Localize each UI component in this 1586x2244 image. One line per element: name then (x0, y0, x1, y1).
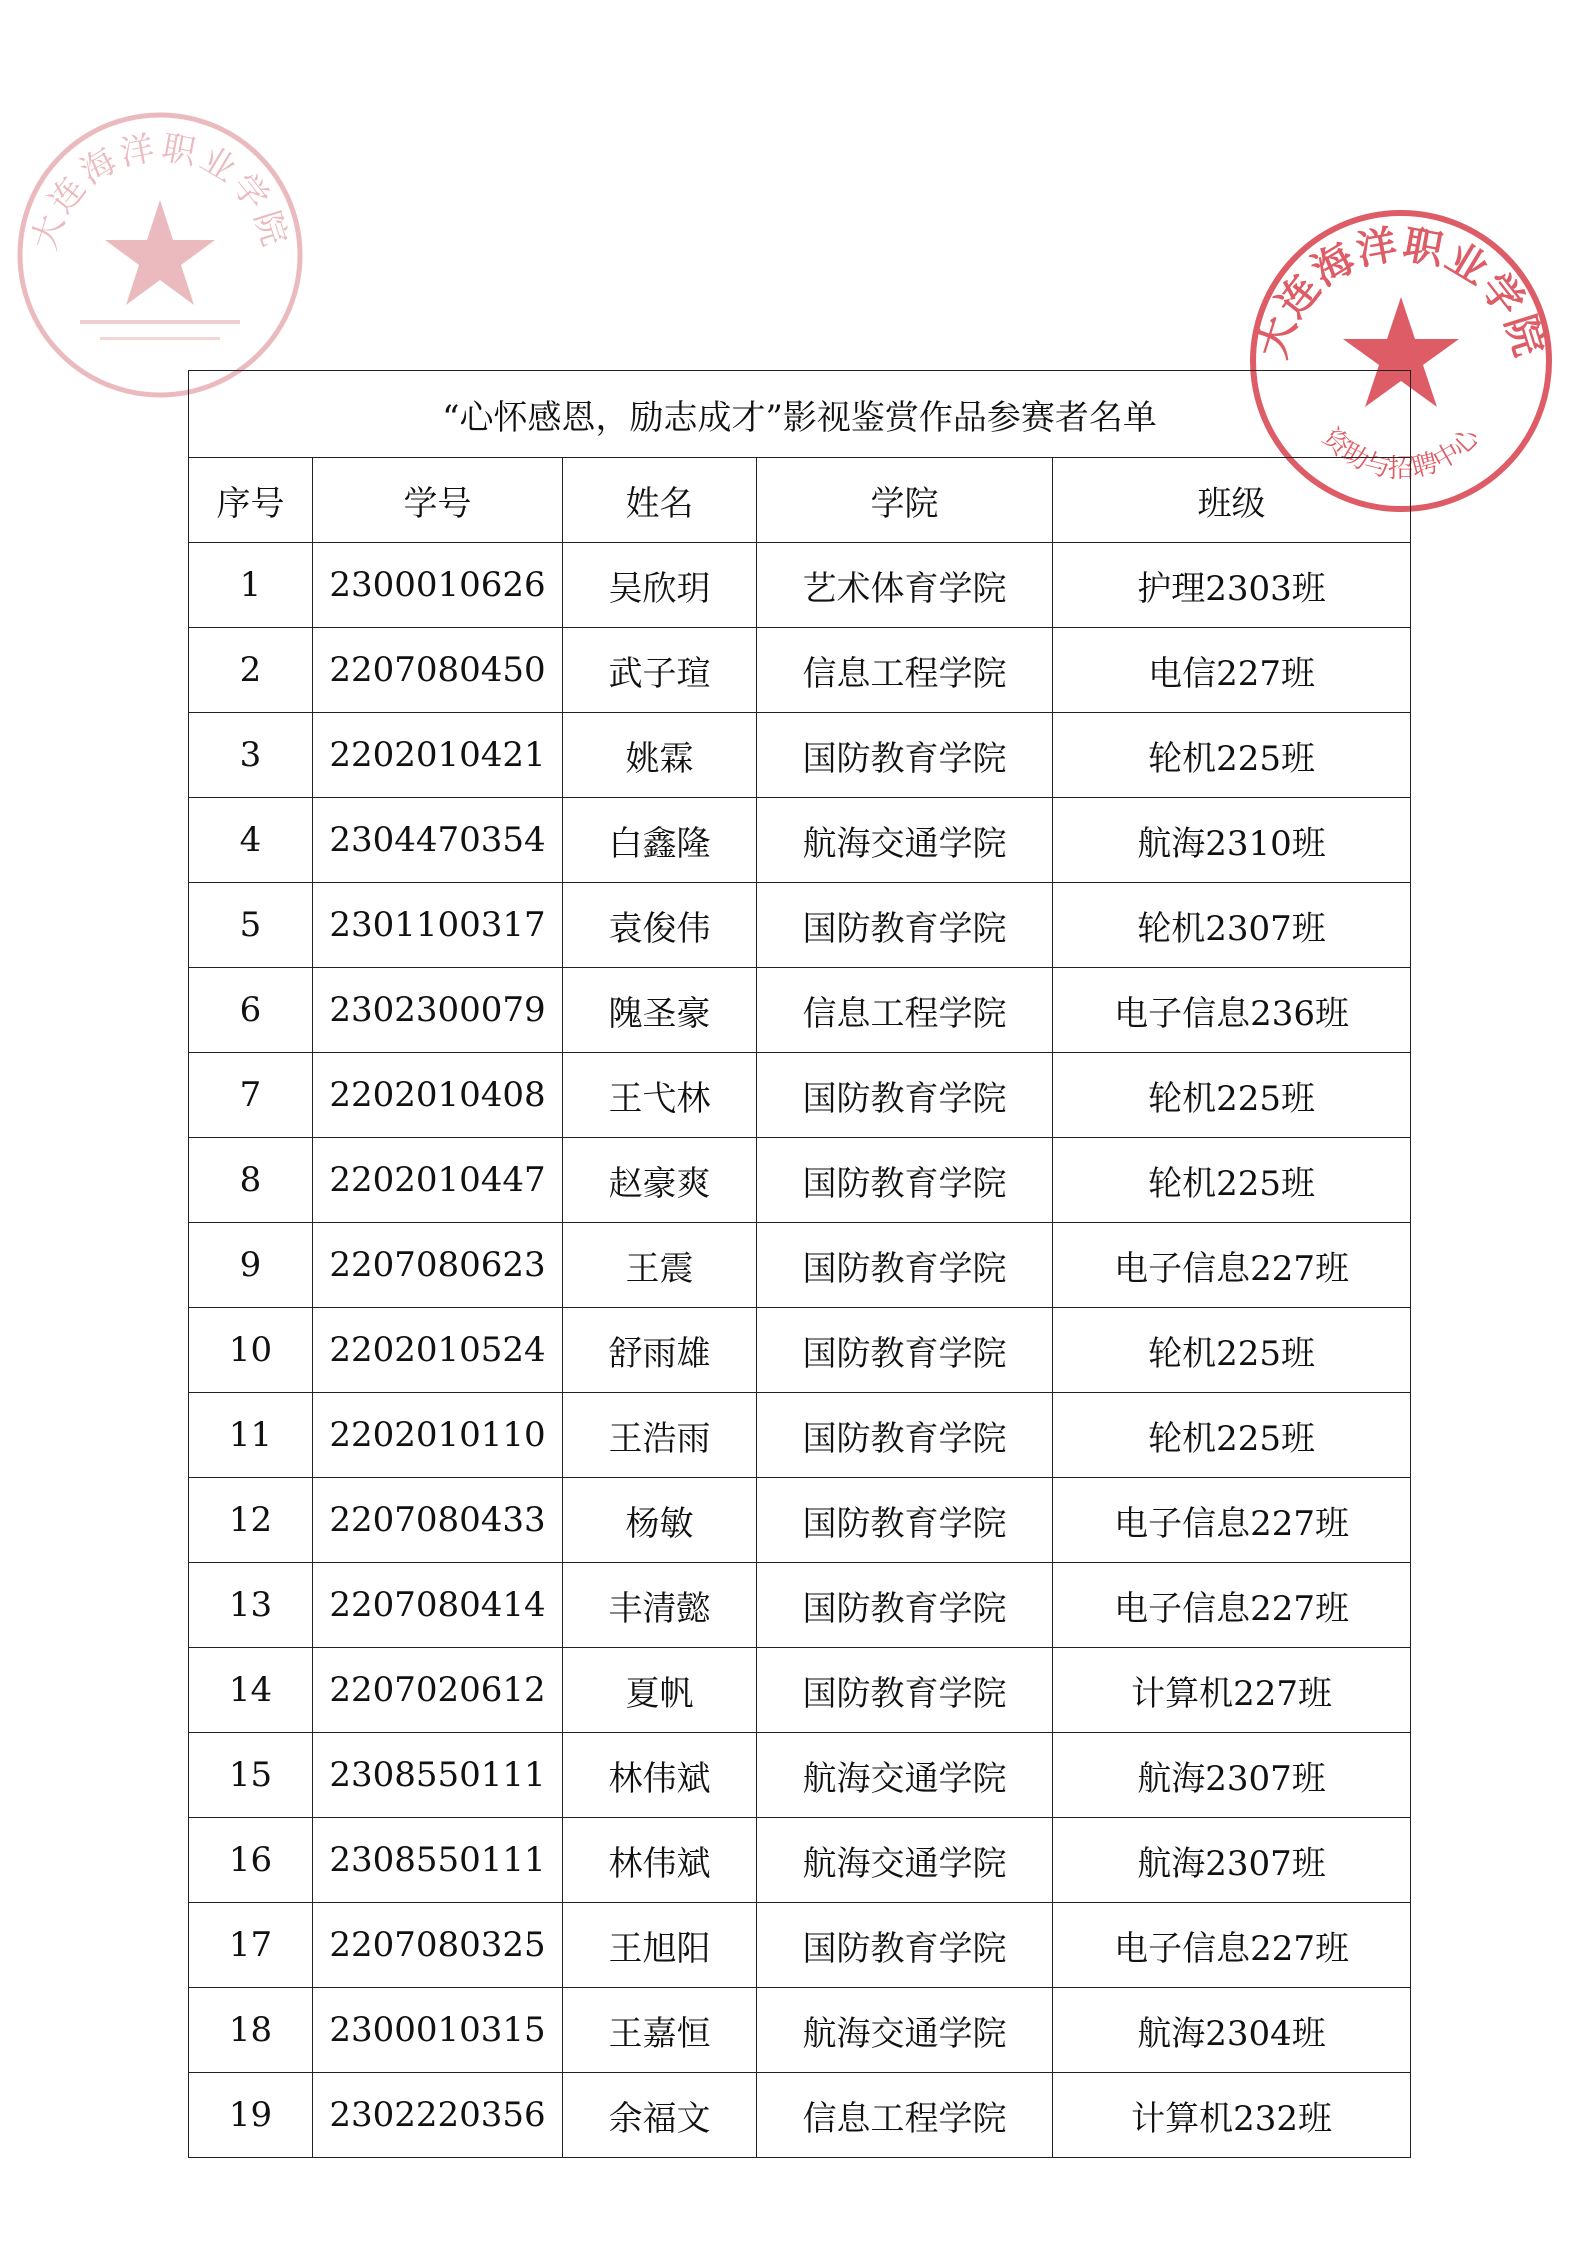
table-row (189, 1393, 1411, 1478)
table-row (189, 1648, 1411, 1733)
cell-class: 电子信息227班 (1053, 1903, 1411, 1988)
cell-number: 12 (189, 1478, 313, 1563)
cell-student-id: 2207080450 (313, 628, 563, 713)
cell-student-id: 2202010447 (313, 1138, 563, 1223)
table-row (189, 1478, 1411, 1563)
cell-class: 航海2307班 (1053, 1818, 1411, 1903)
cell-college: 信息工程学院 (757, 628, 1053, 713)
column-header-name: 姓名 (563, 458, 757, 543)
cell-student-id: 2202010421 (313, 713, 563, 798)
cell-college: 国防教育学院 (757, 883, 1053, 968)
cell-class: 计算机232班 (1053, 2073, 1411, 2158)
cell-number: 6 (189, 968, 313, 1053)
table-header-row (189, 458, 1411, 543)
cell-college: 国防教育学院 (757, 1223, 1053, 1308)
cell-class: 航海2304班 (1053, 1988, 1411, 2073)
cell-number: 15 (189, 1733, 313, 1818)
cell-college: 国防教育学院 (757, 1563, 1053, 1648)
cell-number: 4 (189, 798, 313, 883)
cell-class: 电子信息227班 (1053, 1478, 1411, 1563)
cell-number: 8 (189, 1138, 313, 1223)
table-row (189, 1818, 1411, 1903)
table-row (189, 798, 1411, 883)
table-row (189, 2073, 1411, 2158)
cell-college: 国防教育学院 (757, 1053, 1053, 1138)
cell-college: 航海交通学院 (757, 1818, 1053, 1903)
cell-name: 王浩雨 (563, 1393, 757, 1478)
table-row (189, 1308, 1411, 1393)
cell-college: 航海交通学院 (757, 798, 1053, 883)
cell-college: 艺术体育学院 (757, 543, 1053, 628)
cell-number: 14 (189, 1648, 313, 1733)
cell-student-id: 2207080325 (313, 1903, 563, 1988)
table-title: “心怀感恩，励志成才”影视鉴赏作品参赛者名单 (189, 371, 1411, 458)
cell-number: 7 (189, 1053, 313, 1138)
table-row (189, 1053, 1411, 1138)
column-header-college: 学院 (757, 458, 1053, 543)
cell-number: 11 (189, 1393, 313, 1478)
cell-name: 舒雨雄 (563, 1308, 757, 1393)
cell-number: 13 (189, 1563, 313, 1648)
cell-name: 夏帆 (563, 1648, 757, 1733)
cell-name: 隗圣豪 (563, 968, 757, 1053)
cell-name: 武子瑄 (563, 628, 757, 713)
cell-name: 王嘉恒 (563, 1988, 757, 2073)
cell-name: 林伟斌 (563, 1733, 757, 1818)
cell-class: 电子信息236班 (1053, 968, 1411, 1053)
cell-student-id: 2207080623 (313, 1223, 563, 1308)
cell-student-id: 2308550111 (313, 1818, 563, 1903)
cell-student-id: 2207080414 (313, 1563, 563, 1648)
left-seal-star-icon (105, 200, 215, 305)
cell-college: 国防教育学院 (757, 1138, 1053, 1223)
cell-number: 17 (189, 1903, 313, 1988)
cell-class: 轮机225班 (1053, 1053, 1411, 1138)
cell-number: 5 (189, 883, 313, 968)
table-row (189, 883, 1411, 968)
cell-class: 电信227班 (1053, 628, 1411, 713)
cell-number: 9 (189, 1223, 313, 1308)
cell-name: 袁俊伟 (563, 883, 757, 968)
table-row (189, 543, 1411, 628)
table-row (189, 1988, 1411, 2073)
cell-number: 10 (189, 1308, 313, 1393)
cell-name: 王旭阳 (563, 1903, 757, 1988)
cell-student-id: 2308550111 (313, 1733, 563, 1818)
cell-college: 航海交通学院 (757, 1988, 1053, 2073)
cell-student-id: 2304470354 (313, 798, 563, 883)
table-row (189, 1733, 1411, 1818)
table-row (189, 968, 1411, 1053)
cell-class: 电子信息227班 (1053, 1563, 1411, 1648)
cell-name: 丰清懿 (563, 1563, 757, 1648)
table-row (189, 713, 1411, 798)
cell-student-id: 2301100317 (313, 883, 563, 968)
cell-name: 余福文 (563, 2073, 757, 2158)
cell-class: 计算机227班 (1053, 1648, 1411, 1733)
left-seal-stamp (10, 105, 310, 405)
cell-student-id: 2207080433 (313, 1478, 563, 1563)
cell-student-id: 2202010524 (313, 1308, 563, 1393)
cell-class: 轮机225班 (1053, 1138, 1411, 1223)
participant-table (188, 370, 1411, 2158)
cell-student-id: 2202010408 (313, 1053, 563, 1138)
table-row (189, 1223, 1411, 1308)
cell-name: 白鑫隆 (563, 798, 757, 883)
svg-text:大连海洋职业学院: 大连海洋职业学院 (24, 127, 296, 255)
cell-name: 赵豪爽 (563, 1138, 757, 1223)
cell-number: 1 (189, 543, 313, 628)
cell-college: 国防教育学院 (757, 1393, 1053, 1478)
cell-college: 信息工程学院 (757, 2073, 1053, 2158)
table-row (189, 628, 1411, 713)
cell-class: 轮机225班 (1053, 713, 1411, 798)
cell-college: 航海交通学院 (757, 1733, 1053, 1818)
table-row (189, 1138, 1411, 1223)
cell-class: 电子信息227班 (1053, 1223, 1411, 1308)
cell-student-id: 2300010315 (313, 1988, 563, 2073)
column-header-student-id: 学号 (313, 458, 563, 543)
cell-number: 2 (189, 628, 313, 713)
cell-student-id: 2207020612 (313, 1648, 563, 1733)
cell-class: 护理2303班 (1053, 543, 1411, 628)
cell-college: 国防教育学院 (757, 1478, 1053, 1563)
cell-number: 19 (189, 2073, 313, 2158)
cell-class: 轮机225班 (1053, 1393, 1411, 1478)
cell-college: 国防教育学院 (757, 1308, 1053, 1393)
cell-number: 3 (189, 713, 313, 798)
table-title-row (189, 371, 1411, 458)
cell-name: 王弋林 (563, 1053, 757, 1138)
table-row (189, 1563, 1411, 1648)
cell-class: 航海2307班 (1053, 1733, 1411, 1818)
cell-college: 国防教育学院 (757, 713, 1053, 798)
column-header-number: 序号 (189, 458, 313, 543)
cell-college: 国防教育学院 (757, 1903, 1053, 1988)
cell-student-id: 2302220356 (313, 2073, 563, 2158)
table-row (189, 1903, 1411, 1988)
cell-name: 王震 (563, 1223, 757, 1308)
cell-student-id: 2202010110 (313, 1393, 563, 1478)
cell-name: 吴欣玥 (563, 543, 757, 628)
svg-text:大连海洋职业学院: 大连海洋职业学院 (1249, 221, 1553, 364)
cell-class: 航海2310班 (1053, 798, 1411, 883)
cell-class: 轮机225班 (1053, 1308, 1411, 1393)
cell-student-id: 2302300079 (313, 968, 563, 1053)
cell-college: 国防教育学院 (757, 1648, 1053, 1733)
cell-name: 林伟斌 (563, 1818, 757, 1903)
cell-number: 16 (189, 1818, 313, 1903)
svg-text:资助与招聘中心: 资助与招聘中心 (1316, 422, 1486, 484)
cell-college: 信息工程学院 (757, 968, 1053, 1053)
cell-number: 18 (189, 1988, 313, 2073)
column-header-class: 班级 (1053, 458, 1411, 543)
cell-student-id: 2300010626 (313, 543, 563, 628)
cell-name: 杨敏 (563, 1478, 757, 1563)
cell-name: 姚霖 (563, 713, 757, 798)
cell-class: 轮机2307班 (1053, 883, 1411, 968)
